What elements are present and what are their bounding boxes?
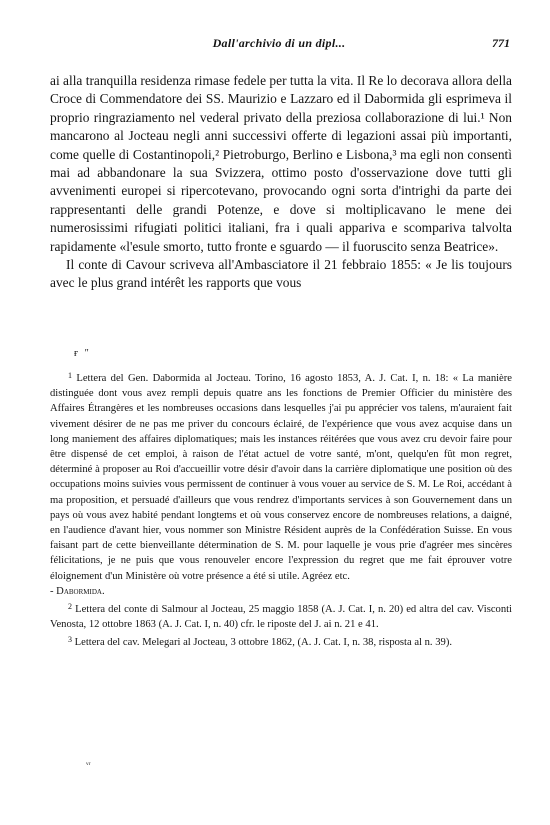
footnote-number: 3 [68,635,72,645]
footnote-number: 2 [68,602,72,612]
footnote-1 [50,368,512,584]
footnote-separator-mark: ғ ʺ [74,348,91,359]
body-paragraph: Il conte di Cavour scriveva all'Ambasciatore il 21 febbraio 1855: « Je lis toujours avec le plus grand intérêt les rapports que vous [50,257,512,291]
body-paragraph: ai alla tranquilla residenza rimase fedele per tutta la vita. Il Re lo decorava allora della Croce di Commendatore dei SS. Maurizio e Lazzaro ed il Dabormida gli esprimeva il proprio ringraziamento nel vederal privato della preziosa collaborazione di lui.¹ Non mancarono al Jocteau negli anni successivi offerte di legazioni assai più importanti, come quelle di Costantinopoli,² Pietroburgo, Berlino e Lisbona,³ ma egli non consentì mai ad abbandonare la sua Svizzera, ottimo posto d'osservazione dove tutti gli avvenimenti europei si ripercotevano, provocando ogni sorta d'intrighi da parte dei rappresentanti delle grandi Potenze, e dove si moltiplicavano le mene dei numerosissimi rifugiati politici italiani, fra i quali appariva e scompariva talvolta rapidamente «l'esule smorto, tutto fronte e sguardo — il fuoruscito senza Beatrice». [50,73,512,254]
footnote-text: Lettera del cav. Melegari al Jocteau, 3 ottobre 1862, (A. J. Cat. I, n. 38, risposta al n. 39). [74,637,452,649]
footnote-2 [50,599,512,632]
footnote-number: 1 [68,371,72,380]
footnote-3 [50,632,512,650]
footnote-text: Lettera del conte di Salmour al Jocteau, 25 maggio 1858 (A. J. Cat. I, n. 20) ed altra del cav. Visconti Venosta, 12 ottobre 1863 (A. J. Cat. I, n. 40) cfr. le riposte del J. ai n. 21 e 41. [50,604,513,631]
running-head: Dall'archivio di un dipl... [212,36,346,50]
footnotes [50,368,512,651]
page-number: 771 [492,36,510,50]
page-header [48,36,510,52]
body-text [50,72,512,293]
footnote-signature: - Dabormida. [50,585,105,597]
stray-mark: ᵥᵣ [86,756,91,766]
footnote-text: Lettera del Gen. Dabormida al Jocteau. Torino, 16 agosto 1853, A. J. Cat. I, n. 18: « La manière distinguée dont vous avez rempli depuis quatre ans les fonctions de Premier Officier du ministère des Affaires Étrangères et les nombreuses occasions dans lesquelles j'ai pu apprécier vos talens, m'auraient fait vivement désirer de ne pas me priver du concours éclairé, de l'expérience que vous avez acquise dans un long maniement des affaires diplomatiques; mais les instances réitérées que vous avez cru devoir faire pour être dispensé de cet emploi, à raison de l'état actuel de votre santé, m'ont, quelqu'en fût mon regret, déterminé à proposer au Roi d'accueillir votre désir d'avoir dans la carrière diplomatique une position où des occupations moins suivies vous permissent de continuer à vous vouer au service de S. M. Le Roi, accédant à ma proposition, et persuadé d'ailleurs que vous rendrez d'importants services à son Gouvernement dans un pays où vous avez habité pendant longtems et où vous conservez encore de nombreuses relations, a daigné, en l'audience d'avant hier, vous nommer son Ministre Résident auprès de la Confédération Suisse. En vous faisant part de cette bienveillante détermination de S. M. pour laquelle je vous prie d'agréer mes sincères félicitations, je ne puis que vous renouveler encore l'expression du regret que me fait éprouver votre éloignement d'un Ministère où votre présence a été si utile. Agréez etc. [50,373,512,582]
